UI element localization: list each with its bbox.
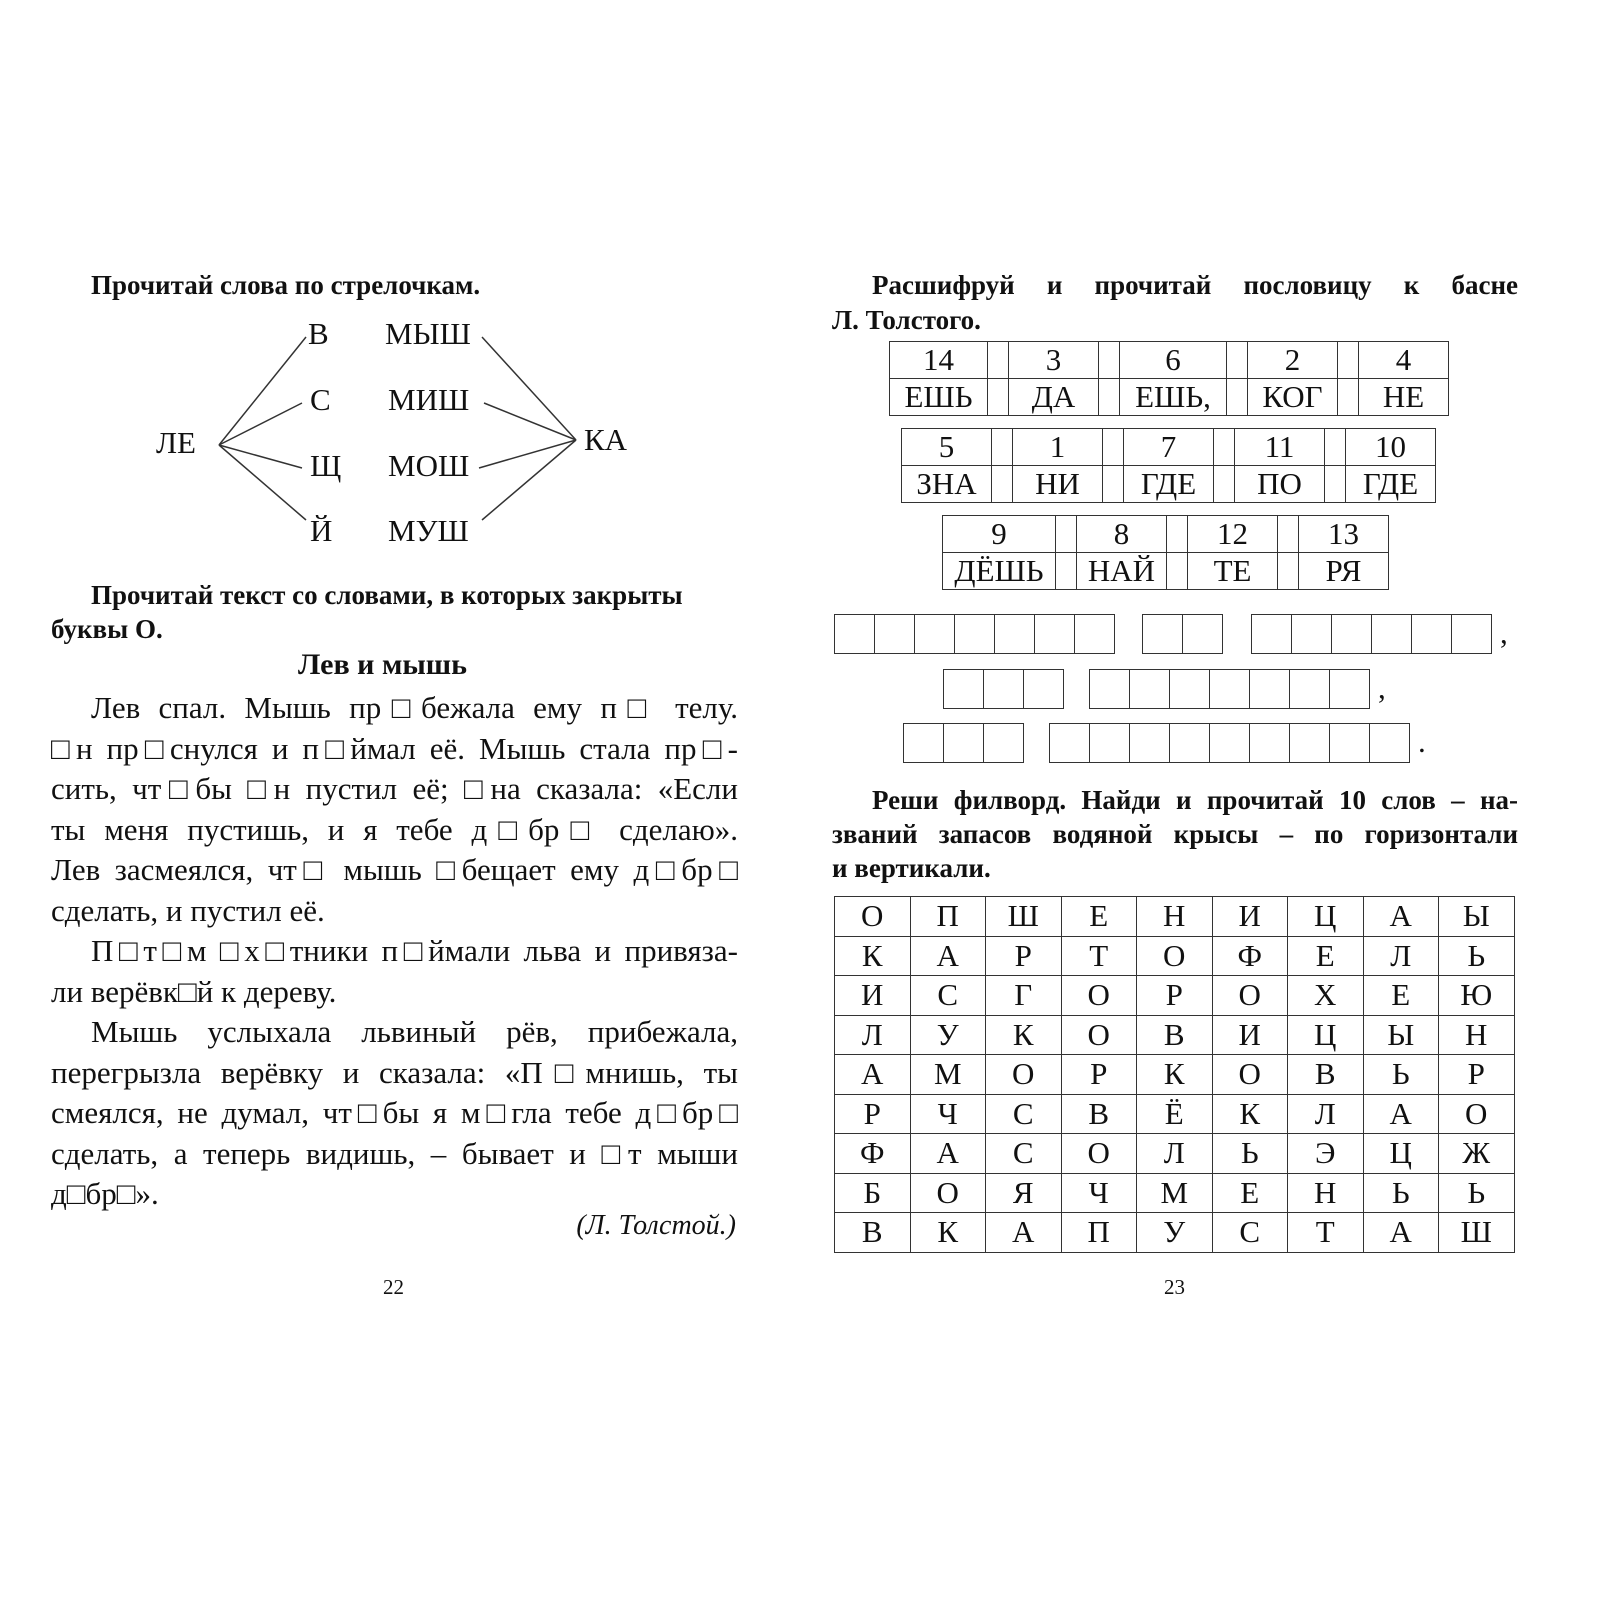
grid-cell[interactable]: Ц	[1288, 897, 1364, 937]
story-line: сделать, и пустил её.	[51, 892, 325, 928]
grid-cell[interactable]: О	[986, 1055, 1062, 1095]
grid-cell[interactable]: О	[1439, 1094, 1515, 1134]
answer-word-box[interactable]	[1251, 614, 1492, 654]
grid-cell[interactable]: Х	[1288, 976, 1364, 1016]
cipher-syllable: НАЙ	[1077, 553, 1167, 590]
grid-cell[interactable]: А	[1363, 1213, 1439, 1253]
grid-cell[interactable]: В	[1137, 1015, 1213, 1055]
diagram-right-word: КА	[584, 422, 628, 457]
letter-box[interactable]	[1289, 723, 1329, 763]
grid-cell[interactable]: О	[1212, 976, 1288, 1016]
cipher-spacer	[1278, 553, 1299, 590]
letter-box[interactable]	[954, 614, 994, 654]
story-line: сделать, а теперь видишь, – бывает и □т мыши	[51, 1135, 738, 1171]
letter-box[interactable]	[1034, 614, 1074, 654]
story-author: (Л. Толстой.)	[576, 1210, 736, 1241]
grid-cell[interactable]: А	[986, 1213, 1062, 1253]
letter-box[interactable]	[1169, 669, 1209, 709]
grid-cell[interactable]: Б	[835, 1173, 911, 1213]
grid-cell[interactable]: Р	[1061, 1055, 1137, 1095]
cipher-syllable: НИ	[1013, 466, 1103, 503]
cipher-spacer	[1056, 516, 1077, 553]
cipher-spacer	[1214, 429, 1235, 466]
grid-cell[interactable]: С	[986, 1094, 1062, 1134]
letter-box[interactable]	[1331, 614, 1371, 654]
cipher-spacer	[988, 379, 1009, 416]
answer-punctuation: ,	[1378, 670, 1386, 705]
grid-cell[interactable]: Я	[986, 1173, 1062, 1213]
grid-cell[interactable]: О	[1061, 1015, 1137, 1055]
cipher-spacer	[988, 342, 1009, 379]
page-number-right: 23	[1164, 1275, 1185, 1299]
grid-row	[835, 1055, 1515, 1095]
cipher-spacer	[1227, 342, 1248, 379]
grid-cell[interactable]: О	[1212, 1055, 1288, 1095]
grid-cell[interactable]: Ь	[1439, 1173, 1515, 1213]
grid-row	[835, 936, 1515, 976]
answer-punctuation: ,	[1500, 615, 1508, 650]
grid-cell[interactable]: А	[835, 1055, 911, 1095]
grid-cell[interactable]: А	[1363, 1094, 1439, 1134]
cipher-number: 8	[1077, 516, 1167, 553]
grid-cell[interactable]: Н	[1137, 897, 1213, 937]
grid-cell[interactable]: И	[835, 976, 911, 1016]
grid-cell[interactable]: С	[986, 1134, 1062, 1174]
diagram-letter: Щ	[310, 448, 342, 483]
cipher-number: 12	[1188, 516, 1278, 553]
grid-cell[interactable]: Р	[835, 1094, 911, 1134]
task4-title-line2: званий запасов водяной крысы – по горизонтали	[832, 819, 1518, 849]
story-line: Лев засмеялся, чт□ мышь □бещает ему д□бр□	[51, 852, 738, 887]
task3-title-line1: Расшифруй и прочитай пословицу к басне	[872, 270, 1518, 300]
cipher-syllable: ПО	[1235, 466, 1325, 503]
cipher-spacer	[1099, 379, 1120, 416]
cipher-syllable: РЯ	[1299, 553, 1389, 590]
diagram-letter: С	[310, 382, 331, 417]
letter-box[interactable]	[1182, 614, 1223, 654]
grid-cell[interactable]: Ь	[1363, 1173, 1439, 1213]
word-arrow-diagram	[0, 0, 800, 580]
arrow-line	[479, 440, 576, 468]
arrow-line	[219, 403, 302, 445]
arrow-line	[484, 403, 576, 440]
grid-cell[interactable]: О	[1061, 1134, 1137, 1174]
cipher-spacer	[992, 429, 1013, 466]
grid-cell[interactable]: Ь	[1363, 1055, 1439, 1095]
story-line: смеялся, не думал, чт□бы я м□гла тебе д□бр□	[51, 1095, 738, 1130]
grid-cell[interactable]: Э	[1288, 1134, 1364, 1174]
letter-box[interactable]	[1289, 669, 1329, 709]
story-line: д□бр□».	[51, 1176, 159, 1211]
letter-box[interactable]	[1089, 669, 1129, 709]
grid-cell[interactable]: Ь	[1439, 936, 1515, 976]
grid-cell[interactable]: О	[1061, 976, 1137, 1016]
story-text	[51, 688, 738, 1215]
cipher-spacer	[1338, 379, 1359, 416]
letter-box[interactable]	[983, 723, 1024, 763]
cipher-number: 2	[1248, 342, 1338, 379]
cipher-syllable: ТЕ	[1188, 553, 1278, 590]
letter-box[interactable]	[1129, 669, 1169, 709]
answer-word-box[interactable]	[1089, 669, 1370, 709]
grid-cell[interactable]: В	[1288, 1055, 1364, 1095]
letter-box[interactable]	[1089, 723, 1129, 763]
cipher-number: 14	[890, 342, 988, 379]
cipher-spacer	[1056, 553, 1077, 590]
answer-word-box[interactable]	[903, 723, 1024, 763]
grid-cell[interactable]: В	[1061, 1094, 1137, 1134]
arrow-line	[482, 440, 576, 520]
diagram-word: МИШ	[388, 382, 470, 417]
grid-cell[interactable]: У	[1137, 1213, 1213, 1253]
letter-box[interactable]	[1329, 669, 1370, 709]
story-title: Лев и мышь	[298, 648, 467, 681]
letter-box[interactable]	[1023, 669, 1064, 709]
grid-cell[interactable]: Е	[1061, 897, 1137, 937]
grid-cell[interactable]: Ь	[1212, 1134, 1288, 1174]
letter-box[interactable]	[1291, 614, 1331, 654]
answer-word-box[interactable]	[1142, 614, 1223, 654]
grid-cell[interactable]: А	[910, 1134, 986, 1174]
grid-cell[interactable]: Г	[986, 976, 1062, 1016]
cipher-number: 9	[943, 516, 1056, 553]
grid-cell[interactable]: Ц	[1288, 1015, 1364, 1055]
grid-cell[interactable]: Ч	[1061, 1173, 1137, 1213]
cipher-spacer	[1099, 342, 1120, 379]
grid-cell[interactable]: Ё	[1137, 1094, 1213, 1134]
grid-cell[interactable]: Л	[1288, 1094, 1364, 1134]
grid-cell[interactable]: Ы	[1439, 897, 1515, 937]
grid-cell[interactable]: Н	[1439, 1015, 1515, 1055]
letter-box[interactable]	[943, 669, 983, 709]
arrow-line	[219, 445, 306, 520]
cipher-number: 4	[1359, 342, 1449, 379]
grid-cell[interactable]: О	[910, 1173, 986, 1213]
grid-cell[interactable]: М	[910, 1055, 986, 1095]
cipher-syllable: ГДЕ	[1346, 466, 1436, 503]
arrow-line	[219, 337, 306, 445]
cipher-spacer	[1227, 379, 1248, 416]
cipher-syllable: ГДЕ	[1124, 466, 1214, 503]
answer-punctuation: .	[1418, 724, 1426, 759]
grid-cell[interactable]: Е	[1363, 976, 1439, 1016]
cipher-table-1	[889, 341, 1449, 416]
cipher-number: 5	[902, 429, 992, 466]
letter-box[interactable]	[1209, 723, 1249, 763]
cipher-spacer	[1325, 466, 1346, 503]
cipher-number: 13	[1299, 516, 1389, 553]
grid-cell[interactable]: К	[835, 936, 911, 976]
task4-title-line1: Реши филворд. Найди и прочитай 10 слов – на-	[872, 785, 1518, 815]
grid-cell[interactable]: Ф	[835, 1134, 911, 1174]
letter-box[interactable]	[834, 614, 874, 654]
answer-word-box[interactable]	[943, 669, 1064, 709]
grid-cell[interactable]: Е	[1288, 936, 1364, 976]
diagram-letter: Й	[310, 513, 333, 548]
grid-cell[interactable]: К	[910, 1213, 986, 1253]
story-line: сить, чт□бы □н пустил её; □на сказала: «Если	[51, 771, 738, 806]
arrow-line	[482, 337, 576, 440]
grid-cell[interactable]: Ч	[910, 1094, 986, 1134]
grid-cell[interactable]: С	[1212, 1213, 1288, 1253]
answer-word-box[interactable]	[1049, 723, 1410, 763]
cipher-syllable: ЕШЬ	[890, 379, 988, 416]
answer-word-box[interactable]	[834, 614, 1115, 654]
grid-cell[interactable]: Е	[1212, 1173, 1288, 1213]
cipher-number: 6	[1120, 342, 1227, 379]
cipher-number: 7	[1124, 429, 1214, 466]
grid-cell[interactable]: К	[1212, 1094, 1288, 1134]
grid-row	[835, 897, 1515, 937]
story-line: П□т□м □х□тники п□ймали льва и привяза-	[91, 933, 738, 968]
cipher-syllable: КОГ	[1248, 379, 1338, 416]
letter-box[interactable]	[914, 614, 954, 654]
letter-box[interactable]	[903, 723, 943, 763]
letter-box[interactable]	[1142, 614, 1182, 654]
grid-cell[interactable]: Л	[835, 1015, 911, 1055]
letter-box[interactable]	[1451, 614, 1492, 654]
letter-box[interactable]	[1209, 669, 1249, 709]
letter-box[interactable]	[1249, 669, 1289, 709]
task4-title-line3: и вертикали.	[832, 853, 991, 883]
cipher-syllable: НЕ	[1359, 379, 1449, 416]
letter-box[interactable]	[983, 669, 1023, 709]
grid-cell[interactable]: О	[835, 897, 911, 937]
story-line: □н пр□снулся и п□ймал её. Мышь стала пр□-	[51, 730, 738, 766]
page-number-left: 22	[383, 1275, 404, 1299]
letter-box[interactable]	[1329, 723, 1369, 763]
grid-cell[interactable]: Л	[1137, 1134, 1213, 1174]
grid-cell[interactable]: С	[910, 976, 986, 1016]
letter-box[interactable]	[1369, 723, 1410, 763]
cipher-spacer	[1167, 516, 1188, 553]
cipher-number: 1	[1013, 429, 1103, 466]
diagram-word: МОШ	[388, 448, 470, 483]
grid-cell[interactable]: Н	[1288, 1173, 1364, 1213]
grid-row	[835, 1173, 1515, 1213]
grid-cell[interactable]: П	[910, 897, 986, 937]
letter-box[interactable]	[1129, 723, 1169, 763]
cipher-spacer	[1338, 342, 1359, 379]
cipher-spacer	[1278, 516, 1299, 553]
grid-cell[interactable]: В	[835, 1213, 911, 1253]
task2-title-line1: Прочитай текст со словами, в которых закрыты	[91, 580, 683, 610]
grid-row	[835, 1015, 1515, 1055]
story-line: Лев спал. Мышь пр□бежала ему п□ телу.	[91, 690, 738, 725]
cipher-spacer	[1325, 429, 1346, 466]
letter-box[interactable]	[1249, 723, 1289, 763]
cipher-number: 3	[1009, 342, 1099, 379]
grid-cell[interactable]: Ш	[1439, 1213, 1515, 1253]
letter-box[interactable]	[1169, 723, 1209, 763]
grid-row	[835, 1094, 1515, 1134]
diagram-word: МУШ	[388, 513, 469, 548]
grid-cell[interactable]: П	[1061, 1213, 1137, 1253]
letter-box[interactable]	[994, 614, 1034, 654]
grid-cell[interactable]: Р	[1137, 976, 1213, 1016]
grid-cell[interactable]: А	[1363, 897, 1439, 937]
cipher-syllable: ЗНА	[902, 466, 992, 503]
cipher-spacer	[1103, 429, 1124, 466]
story-line: Мышь услыхала львиный рёв, прибежала,	[91, 1014, 738, 1049]
grid-cell[interactable]: М	[1137, 1173, 1213, 1213]
story-line: перегрызла верёвку и сказала: «П□мнишь, ты	[51, 1054, 738, 1090]
grid-cell[interactable]: Ы	[1363, 1015, 1439, 1055]
letter-box[interactable]	[1251, 614, 1291, 654]
grid-cell[interactable]: А	[910, 936, 986, 976]
grid-cell[interactable]: И	[1212, 897, 1288, 937]
cipher-table-3	[942, 515, 1389, 590]
cipher-syllable: ДА	[1009, 379, 1099, 416]
grid-cell[interactable]: Р	[1439, 1055, 1515, 1095]
grid-cell[interactable]: К	[986, 1015, 1062, 1055]
cipher-number: 10	[1346, 429, 1436, 466]
cipher-number: 11	[1235, 429, 1325, 466]
grid-row	[835, 1213, 1515, 1253]
grid-cell[interactable]: Ш	[986, 897, 1062, 937]
grid-cell[interactable]: Ж	[1439, 1134, 1515, 1174]
task3-title-line2: Л. Толстого.	[832, 305, 981, 335]
letter-box[interactable]	[943, 723, 983, 763]
story-line: ты меня пустишь, и я тебе д□бр□ сделаю».	[51, 811, 738, 847]
diagram-word: МЫШ	[385, 316, 471, 351]
word-search-grid	[834, 896, 1515, 1253]
task2-title-line2: буквы О.	[51, 614, 163, 644]
grid-cell[interactable]: Ф	[1212, 936, 1288, 976]
cipher-spacer	[1167, 553, 1188, 590]
letter-box[interactable]	[874, 614, 914, 654]
grid-cell[interactable]: И	[1212, 1015, 1288, 1055]
cipher-spacer	[1214, 466, 1235, 503]
cipher-syllable: ЕШЬ,	[1120, 379, 1227, 416]
grid-cell[interactable]: Ц	[1363, 1134, 1439, 1174]
grid-cell[interactable]: О	[1137, 936, 1213, 976]
letter-box[interactable]	[1411, 614, 1451, 654]
grid-cell[interactable]: Ю	[1439, 976, 1515, 1016]
cipher-syllable: ДЁШЬ	[943, 553, 1056, 590]
grid-cell[interactable]: У	[910, 1015, 986, 1055]
grid-cell[interactable]: Т	[1061, 936, 1137, 976]
task1-title: Прочитай слова по стрелочкам.	[91, 270, 481, 300]
letter-box[interactable]	[1371, 614, 1411, 654]
grid-row	[835, 976, 1515, 1016]
grid-cell[interactable]: Т	[1288, 1213, 1364, 1253]
grid-row	[835, 1134, 1515, 1174]
diagram-left-word: ЛЕ	[156, 425, 196, 460]
grid-cell[interactable]: Л	[1363, 936, 1439, 976]
diagram-letter: В	[308, 316, 329, 351]
cipher-spacer	[1103, 466, 1124, 503]
grid-cell[interactable]: Р	[986, 936, 1062, 976]
cipher-spacer	[992, 466, 1013, 503]
letter-box[interactable]	[1074, 614, 1115, 654]
cipher-table-2	[901, 428, 1436, 503]
story-line: ли верёвк□й к дереву.	[51, 973, 337, 1009]
grid-cell[interactable]: К	[1137, 1055, 1213, 1095]
letter-box[interactable]	[1049, 723, 1089, 763]
